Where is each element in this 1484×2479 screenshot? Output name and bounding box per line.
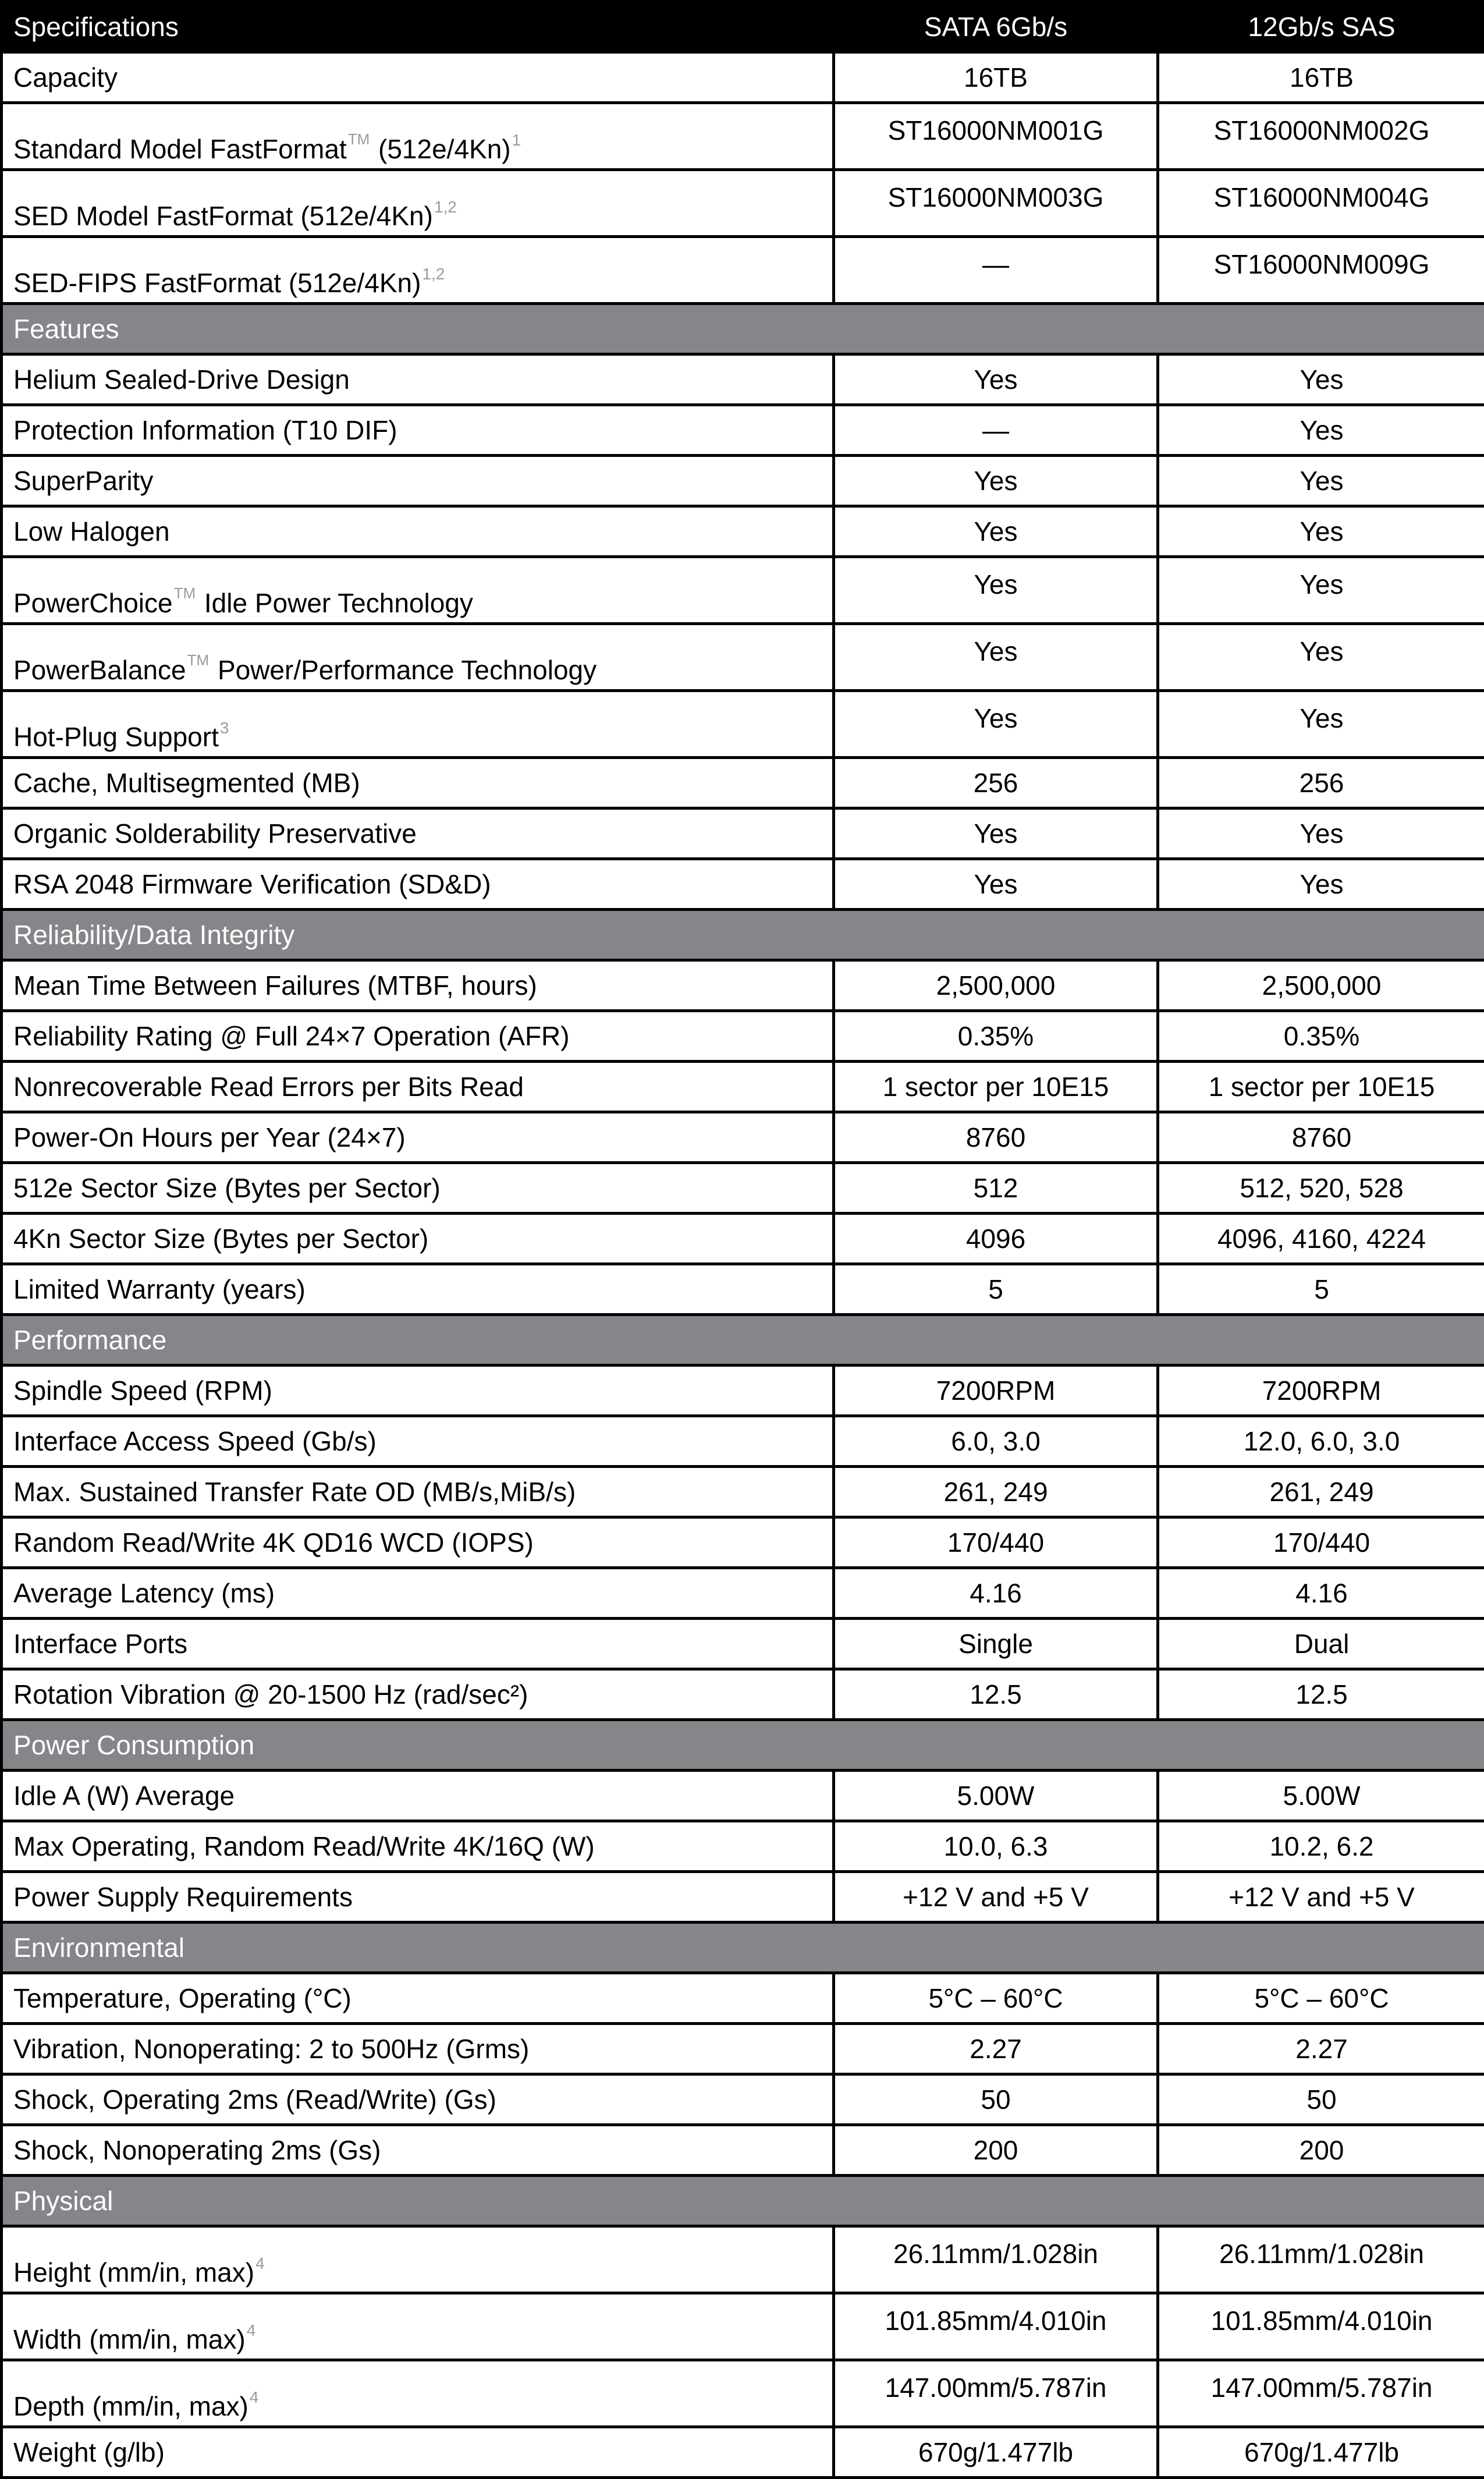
sata-value: Yes [834, 354, 1158, 405]
row-label: Shock, Operating 2ms (Read/Write) (Gs) [2, 2074, 834, 2125]
table-row [2, 1062, 1484, 1112]
footnote-marker: 4 [250, 2388, 259, 2406]
header-specifications: Specifications [2, 2, 834, 52]
sas-value: 256 [1158, 758, 1484, 808]
row-label: RSA 2048 Firmware Verification (SD&D) [2, 859, 834, 910]
sata-value: 512 [834, 1163, 1158, 1214]
footnote-marker: 1 [512, 131, 521, 149]
table-row [2, 2024, 1484, 2074]
row-label: 512e Sector Size (Bytes per Sector) [2, 1163, 834, 1214]
table-row [2, 1771, 1484, 1821]
sata-value: 0.35% [834, 1011, 1158, 1062]
table-row [2, 1264, 1484, 1315]
sas-value: Yes [1158, 691, 1484, 758]
sas-value: Yes [1158, 557, 1484, 624]
sas-value: Dual [1158, 1619, 1484, 1669]
sas-value: 4096, 4160, 4224 [1158, 1214, 1484, 1264]
row-label: 4Kn Sector Size (Bytes per Sector) [2, 1214, 834, 1264]
sata-value: Yes [834, 859, 1158, 910]
row-label: Random Read/Write 4K QD16 WCD (IOPS) [2, 1517, 834, 1568]
trademark-mark: TM [348, 130, 370, 148]
sata-value: Yes [834, 557, 1158, 624]
sas-value: 8760 [1158, 1112, 1484, 1163]
sata-value: ST16000NM001G [834, 103, 1158, 170]
row-label: Rotation Vibration @ 20-1500 Hz (rad/sec²) [2, 1669, 834, 1720]
row-label: Weight (g/lb) [2, 2427, 834, 2478]
sata-value: 16TB [834, 52, 1158, 103]
sas-value: ST16000NM002G [1158, 103, 1484, 170]
table-row [2, 1517, 1484, 1568]
sata-value: 50 [834, 2074, 1158, 2125]
sata-value: 12.5 [834, 1669, 1158, 1720]
table-row [2, 1011, 1484, 1062]
table-row [2, 52, 1484, 103]
row-label: SED-FIPS FastFormat $(512e/4Kn)^{1,2}$ [2, 237, 834, 304]
table-row [2, 1872, 1484, 1923]
table-row [2, 103, 1484, 170]
sas-value: Yes [1158, 354, 1484, 405]
footnote-marker: 4 [247, 2321, 256, 2339]
table-row [2, 557, 1484, 624]
row-label: Spindle Speed (RPM) [2, 1366, 834, 1416]
sata-value: Yes [834, 808, 1158, 859]
table-row [2, 1112, 1484, 1163]
table-row [2, 2427, 1484, 2478]
table-row [2, 405, 1484, 456]
sata-value: 147.00mm/5.787in [834, 2360, 1158, 2427]
table-row [2, 1619, 1484, 1669]
row-label: Limited Warranty (years) [2, 1264, 834, 1315]
row-label: Helium Sealed-Drive Design [2, 354, 834, 405]
sas-value: Yes [1158, 859, 1484, 910]
table-row [2, 691, 1484, 758]
sata-value: 256 [834, 758, 1158, 808]
row-label: Height (mm/in, max)$^4$ [2, 2226, 834, 2293]
row-label: Protection Information (T10 DIF) [2, 405, 834, 456]
sas-value: 12.0, 6.0, 3.0 [1158, 1416, 1484, 1467]
sata-value: 5°C – 60°C [834, 1973, 1158, 2024]
sata-value: 6.0, 3.0 [834, 1416, 1158, 1467]
table-row [2, 624, 1484, 691]
sas-value: 5.00W [1158, 1771, 1484, 1821]
sas-value: 7200RPM [1158, 1366, 1484, 1416]
row-label: Power Supply Requirements [2, 1872, 834, 1923]
row-label: Nonrecoverable Read Errors per Bits Read [2, 1062, 834, 1112]
sas-value: 512, 520, 528 [1158, 1163, 1484, 1214]
sas-value: 2.27 [1158, 2024, 1484, 2074]
sata-value: Yes [834, 456, 1158, 506]
sas-value: 147.00mm/5.787in [1158, 2360, 1484, 2427]
trademark-mark: TM [187, 651, 210, 669]
row-label: Mean Time Between Failures (MTBF, hours) [2, 960, 834, 1011]
sas-value: Yes [1158, 808, 1484, 859]
row-label: Power-On Hours per Year (24×7) [2, 1112, 834, 1163]
row-label: Idle A (W) Average [2, 1771, 834, 1821]
row-label: Organic Solderability Preservative [2, 808, 834, 859]
sas-value: 101.85mm/4.010in [1158, 2293, 1484, 2360]
sata-value: Single [834, 1619, 1158, 1669]
trademark-mark: TM [174, 584, 196, 602]
row-label: Width (mm/in, max)$^4$ [2, 2293, 834, 2360]
section-header-performance [2, 1315, 1484, 1366]
row-label: Max. Sustained Transfer Rate OD (MB/s,MiB/s) [2, 1467, 834, 1517]
row-label: Max Operating, Random Read/Write 4K/16Q (W) [2, 1821, 834, 1872]
sas-value: 670g/1.477lb [1158, 2427, 1484, 2478]
sas-value: ST16000NM009G [1158, 237, 1484, 304]
row-label: Depth (mm/in, max)$^4$ [2, 2360, 834, 2427]
section-title: Physical [2, 2176, 1484, 2226]
row-label: Cache, Multisegmented (MB) [2, 758, 834, 808]
table-row [2, 2125, 1484, 2176]
sas-value: 10.2, 6.2 [1158, 1821, 1484, 1872]
row-label: Capacity [2, 52, 834, 103]
table-row [2, 354, 1484, 405]
sas-value: Yes [1158, 624, 1484, 691]
table-row [2, 1821, 1484, 1872]
table-row [2, 1568, 1484, 1619]
sata-value: 5 [834, 1264, 1158, 1315]
sas-value: +12 V and +5 V [1158, 1872, 1484, 1923]
sata-value: — [834, 405, 1158, 456]
sata-value: 2,500,000 [834, 960, 1158, 1011]
row-label: PowerChoice™ Idle Power Technology [2, 557, 834, 624]
header-sas: 12Gb/s SAS [1158, 2, 1484, 52]
row-label: Interface Access Speed (Gb/s) [2, 1416, 834, 1467]
table-row [2, 1214, 1484, 1264]
table-row [2, 170, 1484, 237]
table-row [2, 2360, 1484, 2427]
row-label: PowerBalance™ Power/Performance Technology [2, 624, 834, 691]
sas-value: 5 [1158, 1264, 1484, 1315]
sata-value: 1 sector per 10E15 [834, 1062, 1158, 1112]
sas-value: 26.11mm/1.028in [1158, 2226, 1484, 2293]
footnote-marker: 1,2 [422, 265, 445, 283]
sata-value: 101.85mm/4.010in [834, 2293, 1158, 2360]
section-title: Power Consumption [2, 1720, 1484, 1771]
table-row [2, 2074, 1484, 2125]
row-label: Low Halogen [2, 506, 834, 557]
sata-value: 2.27 [834, 2024, 1158, 2074]
sas-value: 4.16 [1158, 1568, 1484, 1619]
table-row [2, 506, 1484, 557]
row-label: Reliability Rating @ Full 24×7 Operation (AFR) [2, 1011, 834, 1062]
section-header-environmental [2, 1923, 1484, 1973]
sata-value: 5.00W [834, 1771, 1158, 1821]
sata-value: 170/440 [834, 1517, 1158, 1568]
footnote-marker: 4 [255, 2254, 265, 2272]
sas-value: ST16000NM004G [1158, 170, 1484, 237]
section-title: Performance [2, 1315, 1484, 1366]
sata-value: 4.16 [834, 1568, 1158, 1619]
sas-value: 5°C – 60°C [1158, 1973, 1484, 2024]
section-title: Features [2, 304, 1484, 354]
sata-value: 26.11mm/1.028in [834, 2226, 1158, 2293]
row-label: Interface Ports [2, 1619, 834, 1669]
sas-value: 1 sector per 10E15 [1158, 1062, 1484, 1112]
sata-value: ST16000NM003G [834, 170, 1158, 237]
table-row [2, 1669, 1484, 1720]
row-label: Average Latency (ms) [2, 1568, 834, 1619]
section-title: Reliability/Data Integrity [2, 910, 1484, 960]
sas-value: 12.5 [1158, 1669, 1484, 1720]
sas-value: 200 [1158, 2125, 1484, 2176]
row-label: Standard Model FastFormat™ $(512e/4Kn)^1$ [2, 103, 834, 170]
table-row [2, 808, 1484, 859]
sata-value: 4096 [834, 1214, 1158, 1264]
table-row [2, 1366, 1484, 1416]
sata-value: 200 [834, 2125, 1158, 2176]
sas-value: 16TB [1158, 52, 1484, 103]
sata-value: 261, 249 [834, 1467, 1158, 1517]
table-row [2, 2226, 1484, 2293]
sata-value: 7200RPM [834, 1366, 1158, 1416]
sas-value: 50 [1158, 2074, 1484, 2125]
table-row [2, 859, 1484, 910]
sata-value: Yes [834, 624, 1158, 691]
row-label: Hot-Plug Support$^3$ [2, 691, 834, 758]
row-label: Vibration, Nonoperating: 2 to 500Hz (Grms) [2, 2024, 834, 2074]
footnote-marker: 3 [220, 719, 229, 737]
section-header-reliability [2, 910, 1484, 960]
sata-value: 8760 [834, 1112, 1158, 1163]
sata-value: Yes [834, 691, 1158, 758]
sata-value: — [834, 237, 1158, 304]
sas-value: 261, 249 [1158, 1467, 1484, 1517]
sata-value: 670g/1.477lb [834, 2427, 1158, 2478]
sas-value: 2,500,000 [1158, 960, 1484, 1011]
section-title: Environmental [2, 1923, 1484, 1973]
row-label: SuperParity [2, 456, 834, 506]
table-row [2, 1163, 1484, 1214]
section-header-physical [2, 2176, 1484, 2226]
table-row [2, 758, 1484, 808]
sata-value: 10.0, 6.3 [834, 1821, 1158, 1872]
table-row [2, 960, 1484, 1011]
table-row [2, 2293, 1484, 2360]
sas-value: 170/440 [1158, 1517, 1484, 1568]
sas-value: Yes [1158, 405, 1484, 456]
footnote-marker: 1,2 [434, 198, 457, 216]
sas-value: 0.35% [1158, 1011, 1484, 1062]
sas-value: Yes [1158, 506, 1484, 557]
table-row [2, 1973, 1484, 2024]
header-sata: SATA 6Gb/s [834, 2, 1158, 52]
table-row [2, 456, 1484, 506]
sata-value: Yes [834, 506, 1158, 557]
row-label: SED Model FastFormat $(512e/4Kn)^{1,2}$ [2, 170, 834, 237]
header-row [2, 2, 1484, 52]
section-header-features [2, 304, 1484, 354]
section-header-power [2, 1720, 1484, 1771]
row-label: Temperature, Operating (°C) [2, 1973, 834, 2024]
table-row [2, 1467, 1484, 1517]
row-label: Shock, Nonoperating 2ms (Gs) [2, 2125, 834, 2176]
table-row [2, 1416, 1484, 1467]
table-row [2, 237, 1484, 304]
sata-value: +12 V and +5 V [834, 1872, 1158, 1923]
sas-value: Yes [1158, 456, 1484, 506]
